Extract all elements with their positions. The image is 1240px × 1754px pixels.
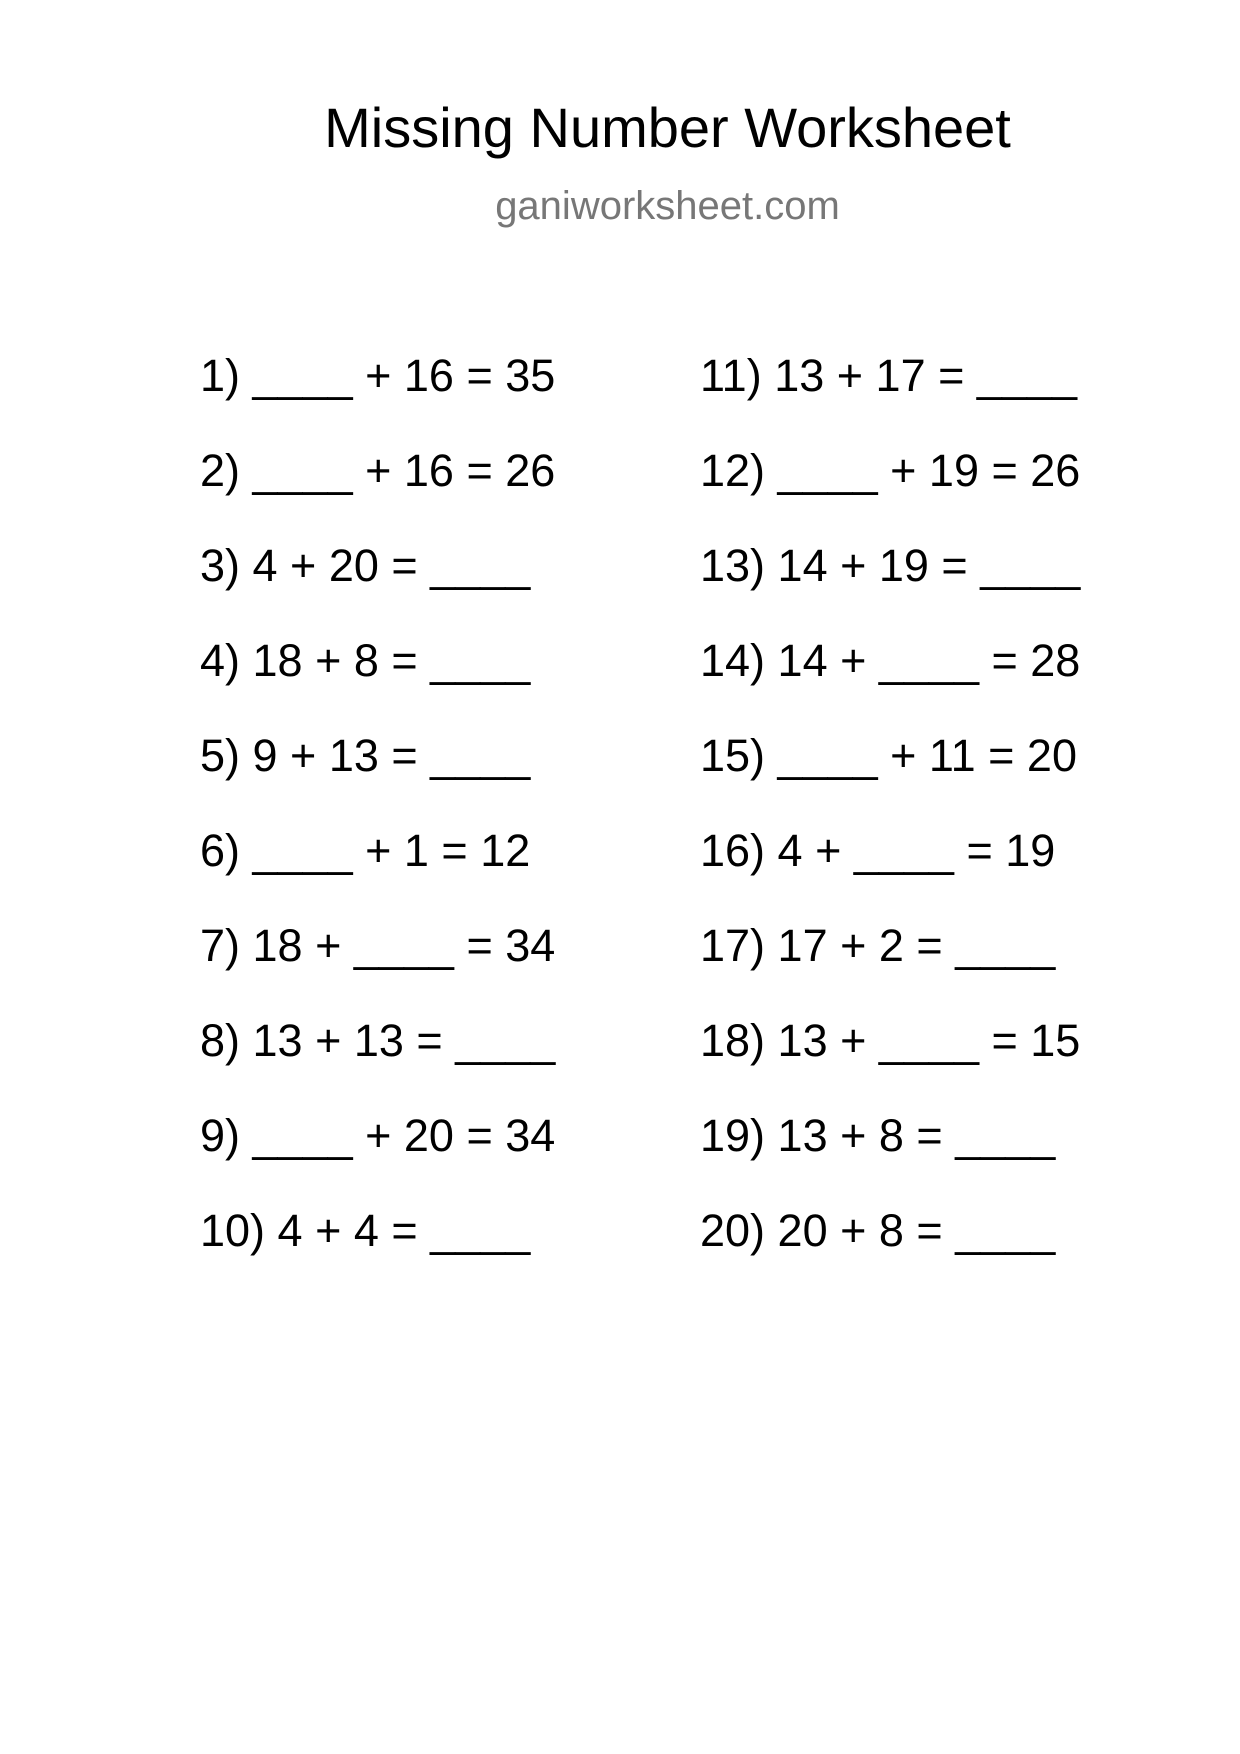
question: 7) 18 + ____ = 34 (200, 920, 556, 971)
questions-right-column (700, 350, 1080, 1300)
question: 14) 14 + ____ = 28 (700, 635, 1081, 686)
question: 20) 20 + 8 = ____ (700, 1205, 1056, 1256)
question: 13) 14 + 19 = ____ (700, 540, 1081, 591)
question: 16) 4 + ____ = 19 (700, 825, 1056, 876)
question: 8) 13 + 13 = ____ (200, 1015, 556, 1066)
question: 15) ____ + 11 = 20 (700, 730, 1077, 781)
questions-left-column (200, 350, 555, 1300)
question: 11) 13 + 17 = ____ (700, 350, 1077, 401)
worksheet-title: Missing Number Worksheet (324, 96, 1011, 159)
question: 1) ____ + 16 = 35 (200, 350, 556, 401)
question: 17) 17 + 2 = ____ (700, 920, 1056, 971)
question: 18) 13 + ____ = 15 (700, 1015, 1081, 1066)
question: 2) ____ + 16 = 26 (200, 445, 556, 496)
question: 19) 13 + 8 = ____ (700, 1110, 1056, 1161)
question: 5) 9 + 13 = ____ (200, 730, 531, 781)
question: 12) ____ + 19 = 26 (700, 445, 1081, 496)
question: 10) 4 + 4 = ____ (200, 1205, 531, 1256)
worksheet-source: ganiworksheet.com (495, 184, 840, 228)
question: 6) ____ + 1 = 12 (200, 825, 531, 876)
question: 9) ____ + 20 = 34 (200, 1110, 556, 1161)
question: 4) 18 + 8 = ____ (200, 635, 531, 686)
question: 3) 4 + 20 = ____ (200, 540, 531, 591)
